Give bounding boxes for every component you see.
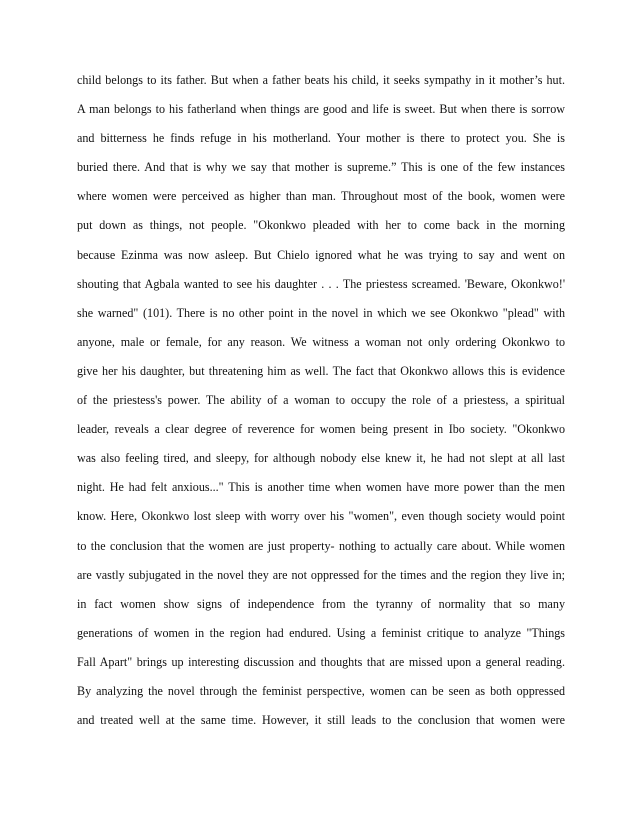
body-text (77, 66, 565, 735)
text-line: know. Here, Okonkwo lost sleep with worry over his "women", even though society would point (77, 509, 565, 524)
text-line: give her his daughter, but threatening him as well. The fact that Okonkwo allows this is evidence (77, 363, 565, 378)
text-line: leader, reveals a clear degree of reverence for women being present in Ibo society. "Okonkwo (77, 422, 565, 437)
text-line: and treated well at the same time. However, it still leads to the conclusion that women were (77, 713, 565, 728)
text-line: child belongs to its father. But when a father beats his child, it seeks sympathy in it mother’s hut. (77, 73, 565, 87)
text-line: By analyzing the novel through the feminist perspective, women can be seen as both oppressed (77, 683, 565, 698)
text-line: Fall Apart" brings up interesting discussion and thoughts that are missed upon a general reading. (77, 654, 565, 669)
text-line: buried there. And that is why we say that mother is supreme.” This is one of the few instances (77, 160, 565, 175)
text-line: anyone, male or female, for any reason. We witness a woman not only ordering Okonkwo to (77, 334, 565, 349)
text-line: shouting that Agbala wanted to see his daughter . . . The priestess screamed. 'Beware, Okonkwo!' (77, 276, 565, 291)
text-line: night. He had felt anxious..." This is another time when women have more power than the men (77, 480, 565, 495)
text-line: are vastly subjugated in the novel they are not oppressed for the times and the region they live in; (77, 567, 565, 582)
text-line: because Ezinma was now asleep. But Chielo ignored what he was trying to say and went on (77, 247, 565, 262)
text-line: was also feeling tired, and sleepy, for although nobody else knew it, he had not slept at all last (77, 451, 565, 466)
text-line: generations of women in the region had endured. Using a feminist critique to analyze "Things (77, 625, 565, 640)
text-line: where women were perceived as higher than man. Throughout most of the book, women were (77, 189, 565, 204)
text-line: she warned" (101). There is no other point in the novel in which we see Okonkwo "plead" with (77, 305, 565, 320)
text-line: A man belongs to his fatherland when things are good and life is sweet. But when there is sorrow (77, 102, 565, 117)
text-line: put down as things, not people. "Okonkwo pleaded with her to come back in the morning (77, 218, 565, 233)
text-line: of the priestess's power. The ability of a woman to occupy the role of a priestess, a spiritual (77, 393, 565, 408)
text-line: and bitterness he finds refuge in his motherland. Your mother is there to protect you. She is (77, 131, 565, 146)
text-line: to the conclusion that the women are just property- nothing to actually care about. While women (77, 538, 565, 553)
text-line: in fact women show signs of independence from the tyranny of normality that so many (77, 596, 565, 611)
